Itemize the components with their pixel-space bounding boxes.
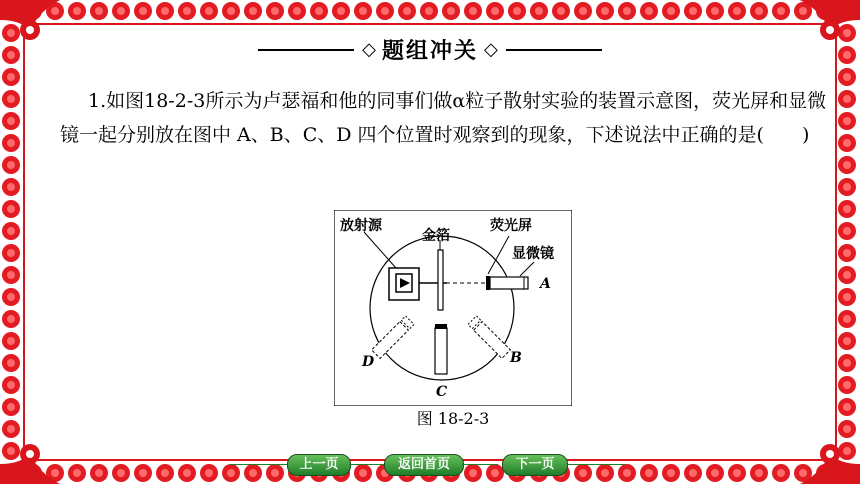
nav-line-right — [565, 464, 625, 465]
figure-caption: 图 18-2-3 — [416, 409, 490, 428]
label-foil: 金箔 — [422, 228, 450, 244]
label-screen: 荧光屏 — [490, 218, 532, 234]
heading-rule-left — [258, 49, 354, 51]
experiment-diagram — [334, 210, 572, 406]
label-pos-c: C — [436, 384, 448, 400]
label-pos-d: D — [362, 354, 375, 370]
question-text: 1.如图18-2-3所示为卢瑟福和他的同事们做α粒子散射实验的装置示意图，荧光屏和显微镜一起分别放在图中 A、B、C、D 四个位置时观察到的现象，下述说法中正确的是( ) — [60, 90, 827, 146]
section-title: 题组冲关 — [381, 39, 478, 64]
gold-foil — [438, 250, 443, 310]
label-source: 放射源 — [340, 218, 382, 234]
prev-page-button[interactable]: 上一页 — [287, 454, 351, 476]
home-page-button[interactable]: 返回首页 — [384, 454, 464, 476]
next-page-button[interactable]: 下一页 — [502, 454, 568, 476]
heading-rule-right — [506, 49, 602, 51]
label-pos-b: B — [510, 350, 522, 366]
nav-line-left — [230, 464, 290, 465]
diamond-icon: ◇ — [484, 39, 498, 60]
nav-line-mid-right — [462, 464, 498, 465]
microscope-a — [490, 277, 528, 289]
diamond-icon: ◇ — [362, 39, 376, 60]
label-pos-a: A — [540, 276, 551, 292]
label-microscope: 显微镜 — [512, 246, 554, 262]
page-navigation — [0, 454, 860, 476]
microscope-c — [435, 328, 447, 374]
nav-line-mid-left — [349, 464, 384, 465]
screen-a — [486, 276, 490, 290]
section-heading — [0, 34, 860, 65]
